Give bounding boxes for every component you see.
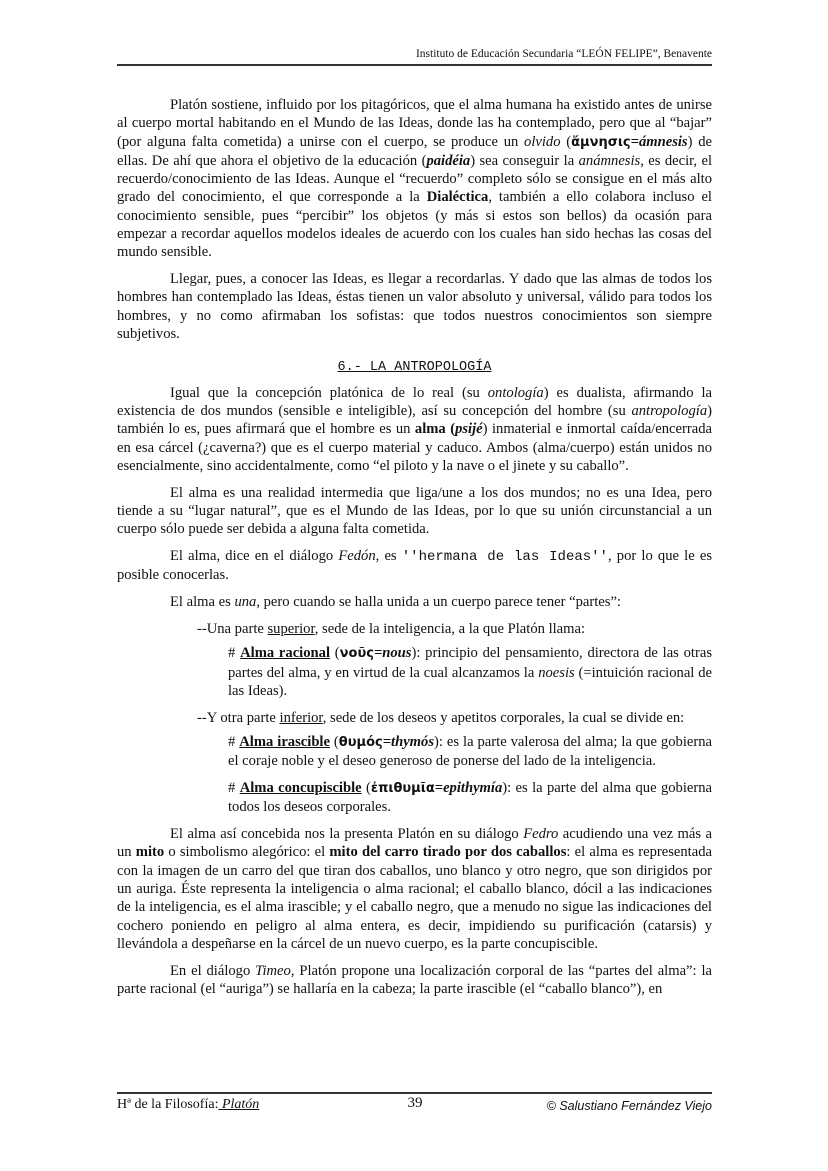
document-body	[117, 96, 712, 1007]
emphasis-text: =thymós	[382, 733, 435, 750]
text-run: --Una parte	[197, 620, 268, 637]
text-run: acudiendo una vez más a un	[117, 826, 712, 861]
text-run: (	[330, 645, 340, 662]
text-run: #	[228, 645, 241, 662]
emphasis-text: Fedón	[338, 548, 376, 565]
emphasis-text: =epithymía	[434, 780, 503, 796]
text-run: ): es la parte valerosa del alma; la que gobierna el coraje noble y el deseo generoso de ponerse del lado de la inteligencia.	[228, 733, 712, 770]
running-header: Instituto de Educación Secundaria “LEÓN FELIPE”, Benavente	[415, 48, 712, 60]
text-run: Llegar, pues, a conocer las Ideas, es llegar a recordarlas. Y dado que las almas de todos los hombres han contemplado las Ideas, éstas tienen un valor absoluto y universal, válido para todos los hombres, y no como afirmaban los sofistas: que todos nuestros conocimientos son siempre subjetivos.	[117, 271, 712, 343]
text-run: El alma es	[170, 594, 235, 611]
text-run: Platón sostiene, influido por los pitagóricos, que el alma humana ha existido antes de unirse al cuerpo mortal habitando en el Mundo de las Ideas, donde las ha contemplado, pero que al “bajar” (por alguna falta cometida) a unirse con el cuerpo, se produce un	[117, 97, 712, 150]
text-run: (	[329, 733, 339, 750]
paragraph	[117, 384, 712, 475]
footer-subject	[117, 1097, 259, 1113]
text-run: #	[228, 733, 240, 750]
text-run: Igual que la concepción platónica de lo real (su	[170, 384, 488, 401]
text-run: (=intuición racional de las Ideas).	[228, 664, 712, 699]
emphasis-text: olvido	[524, 133, 561, 150]
emphasis-text: =ámnesis	[630, 133, 688, 150]
emphasis-text: anámnesis	[578, 152, 641, 169]
list-item	[228, 779, 712, 817]
emphasis-text: Dialéctica	[426, 189, 489, 206]
emphasis-text: Timeo	[255, 962, 291, 979]
text-run: En el diálogo	[170, 962, 256, 979]
paragraph	[117, 484, 712, 539]
emphasis-text: Alma concupiscible	[239, 780, 362, 796]
text-run: El alma es una realidad intermedia que liga/une a los dos mundos; no es una Idea, pero tiende a su “lugar natural”, que es el Mundo de las Ideas, por lo que su unión circunstancial a un cuerpo sólo puede ser debida a alguna falta cometida.	[117, 484, 712, 538]
text-run: , por lo que le es posible conocerlas.	[117, 548, 712, 584]
text-run: El alma, dice en el diálogo	[170, 548, 339, 565]
text-run: ) inmaterial e inmortal caída/encerrada en esa cárcel (¿caverna?) que es el cuerpo material y caduco. Ambos (alma/cuerpo) están unidos no esencialmente, sino accidentalmente, como “el piloto y la nave o el jinete y su caballo”.	[117, 421, 712, 474]
paragraph	[117, 96, 712, 262]
text-run: ) de ellas. De ahí que ahora el objetivo de la educación (	[117, 133, 712, 169]
footer-copyright: © Salustiano Fernández Viejo	[546, 1099, 712, 1113]
text-run: ) sea conseguir la	[470, 152, 579, 169]
footer-divider	[117, 1092, 712, 1094]
paragraph	[117, 270, 712, 343]
text-run: : el alma es representada con la imagen de un carro del que tiran dos caballos, uno blanco y otro negro, que son dirigidos por un auriga. Éste representa la inteligencia o alma racional; el caballo blanco, dócil a las indicaciones de la inteligencia, es el alma irascible; y el caballo negro, que a menudo no sigue las indicaciones del cochero poniendo en peligro al alma entera, es decir, impidiendo su purificación (catarsis) y llevándola a despeñarse en la cárcel de un nuevo cuerpo, es la parte concupiscible.	[117, 844, 712, 952]
footer-topic: Platón	[218, 1097, 260, 1112]
text-run: , sede de la inteligencia, a la que Platón llama:	[314, 620, 586, 637]
text-run: , Platón propone una localización corporal de las “partes del alma”: la parte racional (el “auriga”) se hallaría en la cabeza; la parte irascible (el “caballo blanco”), en	[117, 962, 712, 997]
emphasis-text: alma (	[414, 421, 456, 438]
paragraph	[117, 825, 712, 953]
greek-term: ἄμνησις	[571, 134, 631, 150]
text-run: , es decir, el recuerdo/conocimiento de las Ideas. Aunque el “recuerdo” completo sólo se consigue en el más alto grado del conocimiento, el que corresponde a la	[117, 152, 712, 206]
paragraph	[117, 593, 712, 611]
text-run: ): principio del pensamiento, directora de las otras partes del alma, y en virtud de la cual alcanzamos la	[228, 645, 712, 681]
text-run: , sede de los deseos y apetitos corporales, la cual se divide en:	[322, 709, 685, 726]
emphasis-text: Alma irascible	[239, 733, 330, 750]
emphasis-text: mito del carro tirado por dos caballos	[329, 844, 567, 861]
emphasis-text: antropología	[631, 402, 708, 419]
emphasis-text: noesis	[538, 664, 575, 681]
greek-term: νοῦς	[339, 646, 374, 662]
text-run: ) también lo es, pues afirmará que el hombre es un	[117, 402, 712, 438]
text-run: , pero cuando se halla unida a un cuerpo parece tener “partes”:	[256, 594, 621, 611]
text-run: --Y otra parte	[197, 709, 280, 726]
header-divider	[117, 64, 712, 66]
text-run: ) es dualista, afirmando la existencia de dos mundos (sensible e inteligible), así su concepción del hombre (su	[117, 384, 712, 419]
text-run: , es	[375, 548, 402, 565]
emphasis-text: Alma racional	[240, 645, 330, 662]
text-run: El alma así concebida nos la presenta Platón en su diálogo	[170, 826, 524, 843]
greek-term: θυμός	[338, 734, 383, 750]
text-run: , también a ello colabora incluso el conocimiento sensible, pues “percibir” los objetos (y más si estos son bellos) da ocasión para empezar a recordar aquellos modelos ideales de acuerdo con los cuales han sido hechas las cosas del mundo sensible.	[117, 189, 712, 261]
section-heading	[117, 359, 712, 377]
text-run: (	[361, 780, 371, 796]
paragraph	[197, 709, 712, 727]
text-run: o simbolismo alegórico: el	[164, 844, 330, 861]
emphasis-text: mito	[135, 844, 165, 861]
emphasis-text: =nous	[373, 645, 412, 662]
emphasis-text: psijé	[455, 421, 483, 438]
emphasis-text: paidéia	[426, 152, 471, 169]
emphasis-text: inferior	[279, 709, 323, 726]
paragraph	[197, 620, 712, 638]
list-item	[228, 644, 712, 700]
text-run: (	[560, 133, 572, 150]
footer-subject-label: Hª de la Filosofía:	[117, 1097, 219, 1112]
emphasis-text: una	[234, 594, 257, 611]
text-run: #	[228, 780, 240, 796]
text-run: ): es la parte del alma que gobierna todos los deseos corporales.	[228, 780, 712, 816]
paragraph	[117, 962, 712, 999]
emphasis-text: ''hermana de las Ideas''	[401, 549, 608, 566]
list-item	[228, 733, 712, 771]
text-run: 6.- LA ANTROPOLOGÍA	[337, 360, 492, 376]
paragraph	[117, 547, 712, 585]
emphasis-text: Fedro	[523, 826, 559, 843]
emphasis-text: ontología	[487, 384, 544, 401]
page-number: 39	[407, 1095, 423, 1111]
emphasis-text: superior	[267, 620, 315, 637]
greek-term: ἐπιθυμῖα	[370, 781, 435, 796]
